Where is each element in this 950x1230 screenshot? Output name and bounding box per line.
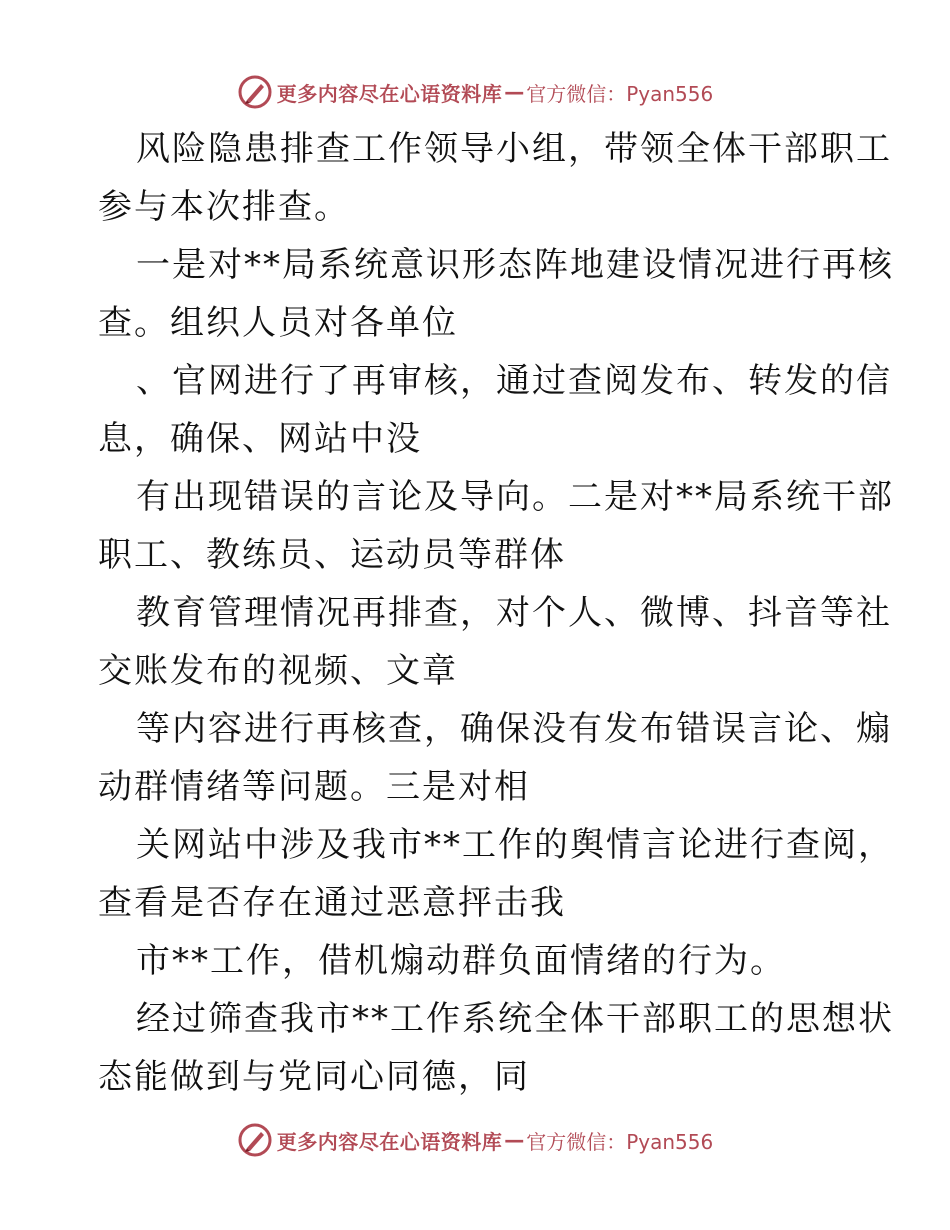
text-line: 交账发布的视频、文章 [98, 651, 458, 691]
text-line: 等内容进行再核查，确保没有发布错误言论、煽 [136, 709, 892, 749]
document-body [98, 120, 894, 1106]
text-line: 关网站中涉及我市**工作的舆情言论进行查阅， [136, 825, 894, 865]
text-line: 经过筛查我市**工作系统全体干部职工的思想状 [136, 999, 894, 1039]
text-line: 查看是否存在通过恶意抨击我 [98, 883, 566, 923]
text-line: 有出现错误的言论及导向。二是对**局系统干部 [136, 477, 894, 517]
text-line: 市**工作，借机煽动群负面情绪的行为。 [136, 941, 786, 981]
text-line: 职工、教练员、运动员等群体 [98, 535, 566, 575]
banner-title: 更多内容尽在心语资料库 [276, 1129, 503, 1154]
banner-separator: — [504, 80, 525, 104]
text-line: 息，确保、网站中没 [98, 419, 422, 459]
pen-logo-icon [237, 74, 273, 110]
banner-separator: — [504, 1128, 525, 1152]
banner-title: 更多内容尽在心语资料库 [276, 81, 503, 106]
banner-wechat: 官方微信：Pyan556 [526, 1129, 714, 1154]
pen-logo-icon [237, 1122, 273, 1158]
footer-banner [0, 1120, 950, 1160]
banner-wechat: 官方微信：Pyan556 [526, 81, 714, 106]
text-line: 风险隐患排查工作领导小组，带领全体干部职工 [136, 129, 892, 169]
text-line: 态能做到与党同心同德，同 [98, 1057, 530, 1097]
text-line: 一是对**局系统意识形态阵地建设情况进行再核 [136, 245, 894, 285]
header-banner [0, 72, 950, 112]
text-line: 教育管理情况再排查，对个人、微博、抖音等社 [136, 593, 892, 633]
text-line: 参与本次排查。 [98, 187, 350, 227]
text-line: 、官网进行了再审核，通过查阅发布、转发的信 [136, 361, 892, 401]
text-line: 动群情绪等问题。三是对相 [98, 767, 530, 807]
text-line: 查。组织人员对各单位 [98, 303, 458, 343]
